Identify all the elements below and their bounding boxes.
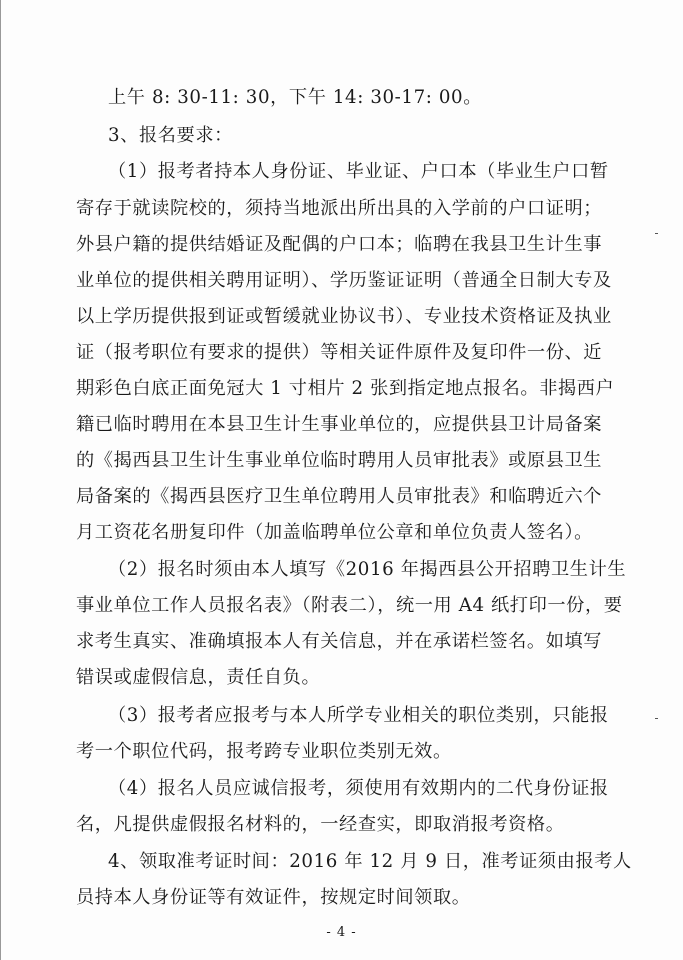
scan-mark — [655, 233, 658, 234]
text-line: （3）报考者应报考与本人所学专业相关的职位类别，只能报 — [108, 705, 609, 726]
text-line: 寄存于就读院校的，须持当地派出所出具的入学前的户口证明； — [76, 198, 603, 219]
scan-edge — [0, 0, 1, 960]
text-line: 业单位的提供相关聘用证明）、学历鉴证证明（普通全日制大专及 — [76, 270, 612, 291]
text-line: 的《揭西县卫生计生事业单位临时聘用人员审批表》或原县卫生 — [76, 450, 603, 471]
text-line: （4）报名人员应诚信报考，须使用有效期内的二代身份证报 — [108, 778, 609, 799]
text-line: 期彩色白底正面免冠大 1 寸相片 2 张到指定地点报名。非揭西户 — [76, 378, 615, 399]
text-line: 局备案的《揭西县医疗卫生单位聘用人员审批表》和临聘近六个 — [76, 486, 603, 507]
text-line: 证（报考职位有要求的提供）等相关证件原件及复印件一份、近 — [76, 342, 603, 363]
text-line: 考一个职位代码，报考跨专业职位类别无效。 — [76, 741, 452, 762]
text-line: 员持本人身份证等有效证件，按规定时间领取。 — [76, 887, 471, 908]
text-line: 上午 8: 30-11: 30，下午 14: 30-17: 00。 — [108, 87, 482, 108]
text-line: 4、领取准考证时间：2016 年 12 月 9 日，准考证须由报考人 — [108, 851, 632, 872]
text-line: 名，凡提供虚假报名材料的，一经查实，即取消报考资格。 — [76, 814, 565, 835]
text-line: （2）报名时须由本人填写《2016 年揭西县公开招聘卫生计生 — [108, 559, 627, 580]
page-number: - 4 - — [326, 925, 357, 940]
text-line: 错误或虚假信息，责任自负。 — [76, 667, 321, 688]
text-line: 籍已临时聘用在本县卫生计生事业单位的，应提供县卫计局备案 — [76, 414, 603, 435]
text-line: 以上学历提供报到证或暂缓就业协议书）、专业技术资格证及执业 — [76, 306, 612, 327]
text-line: 月工资花名册复印件（加盖临聘单位公章和单位负责人签名）。 — [76, 522, 593, 543]
text-line: 求考生真实、准确填报本人有关信息，并在承诺栏签名。如填写 — [76, 631, 603, 652]
text-line: 事业单位工作人员报名表》（附表二），统一用 A4 纸打印一份，要 — [76, 595, 623, 616]
text-line: （1）报考者持本人身份证、毕业证、户口本（毕业生户口暂 — [108, 161, 609, 182]
section-heading: 3、报名要求： — [108, 125, 233, 146]
scan-mark — [655, 718, 658, 719]
text-line: 外县户籍的提供结婚证及配偶的户口本；临聘在我县卫生计生事 — [76, 234, 603, 255]
